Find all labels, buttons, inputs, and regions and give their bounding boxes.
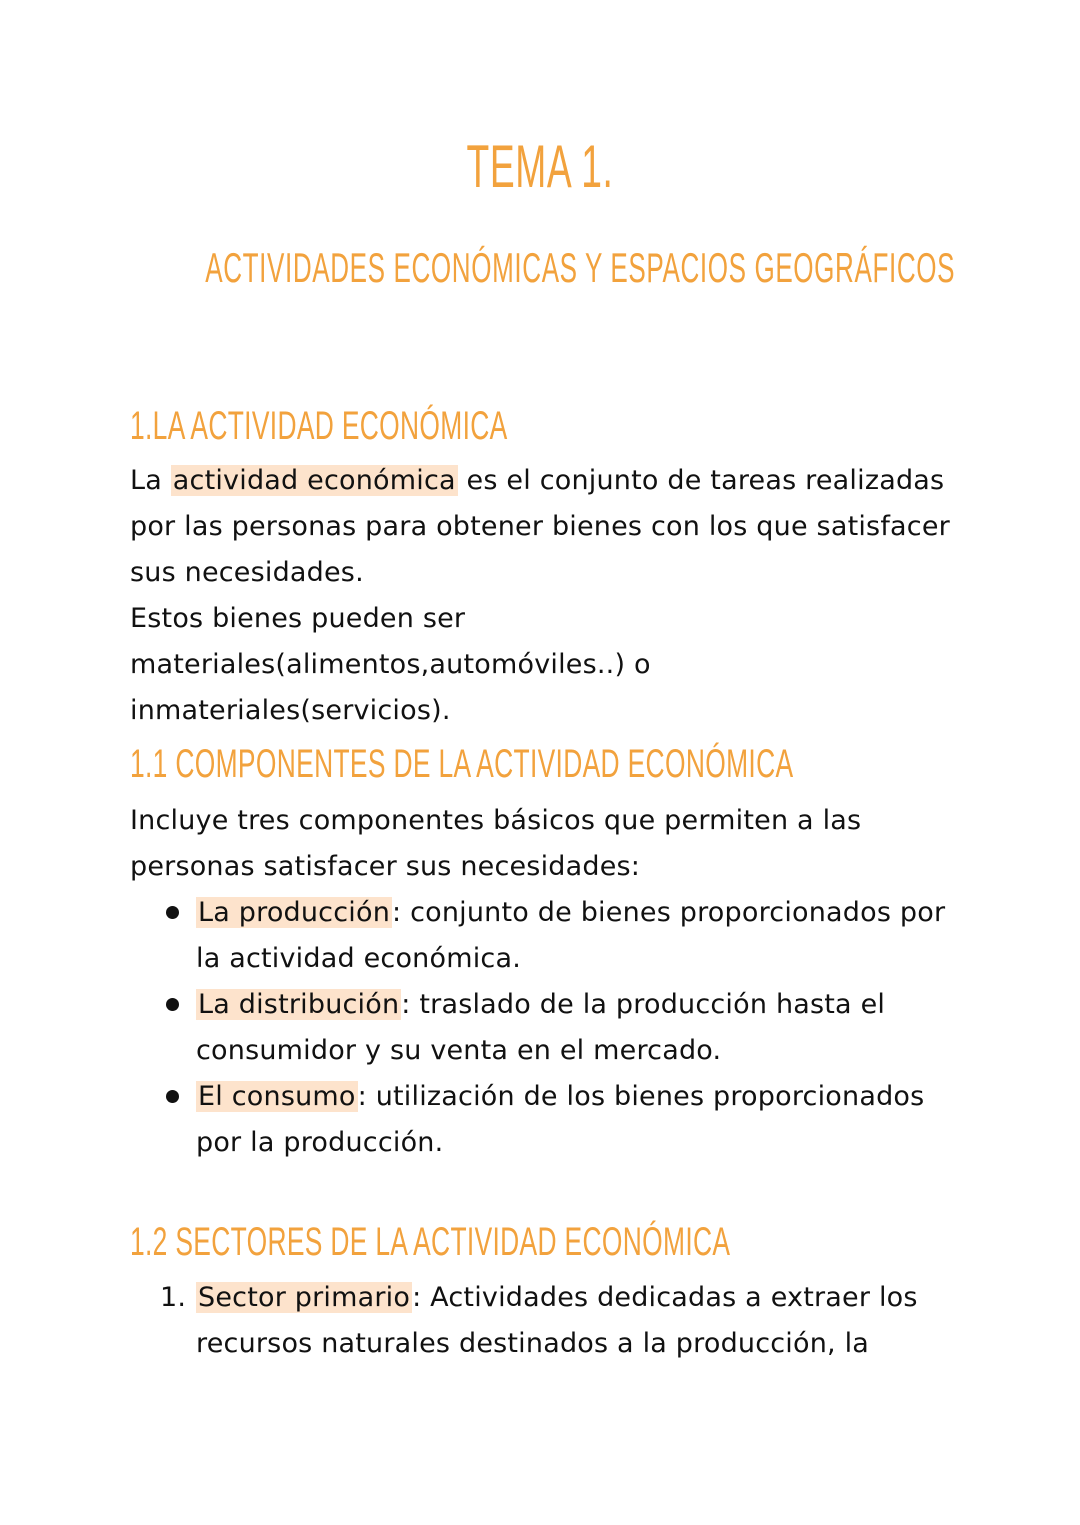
bullet-icon: [166, 998, 179, 1011]
list-item-text: : traslado de la producción hasta el consumidor y su venta en el mercado.: [196, 989, 886, 1066]
list-item: [160, 1275, 950, 1367]
paragraph-text: Estos bienes pueden ser materiales(alimentos,automóviles..) o inmateriales(servicios).: [130, 603, 651, 726]
page-title: TEMA 1.: [466, 133, 614, 200]
highlighted-term: La distribución: [198, 989, 400, 1020]
list-item: [160, 890, 970, 982]
list-item-text: : utilización de los bienes proporcionados por la producción.: [196, 1081, 925, 1158]
section-heading-1-1: 1.1 COMPONENTES DE LA ACTIVIDAD ECONÓMICA: [130, 742, 794, 786]
list-number: 1.: [160, 1282, 187, 1313]
section-heading-1-2: 1.2 SECTORES DE LA ACTIVIDAD ECONÓMICA: [130, 1220, 731, 1264]
section-1-1-intro: Incluye tres componentes básicos que permiten a las personas satisfacer sus necesidades:: [130, 805, 862, 882]
highlighted-term: El consumo: [198, 1081, 356, 1112]
highlighted-term: actividad económica: [172, 465, 456, 496]
section-1-paragraph: [130, 458, 960, 734]
page-subtitle: ACTIVIDADES ECONÓMICAS Y ESPACIOS GEOGRÁFICOS: [205, 244, 956, 291]
list-item: [160, 982, 970, 1074]
list-item: [160, 1074, 970, 1166]
paragraph-text: La: [130, 465, 171, 496]
bullet-icon: [166, 906, 179, 919]
bullet-icon: [166, 1090, 179, 1103]
paragraph-text: es el conjunto de tareas realizadas por las personas para obtener bienes con los que satisfacer sus necesidades.: [130, 465, 950, 588]
components-list: [160, 890, 970, 1166]
highlighted-term: La producción: [198, 897, 391, 928]
section-heading-1: 1.LA ACTIVIDAD ECONÓMICA: [130, 404, 508, 448]
list-item-text: : Actividades dedicadas a extraer los recursos naturales destinados a la producción, la: [196, 1282, 918, 1359]
highlighted-term: Sector primario: [198, 1282, 411, 1313]
list-item-text: : conjunto de bienes proporcionados por la actividad económica.: [196, 897, 946, 974]
sectors-list: [160, 1275, 950, 1367]
